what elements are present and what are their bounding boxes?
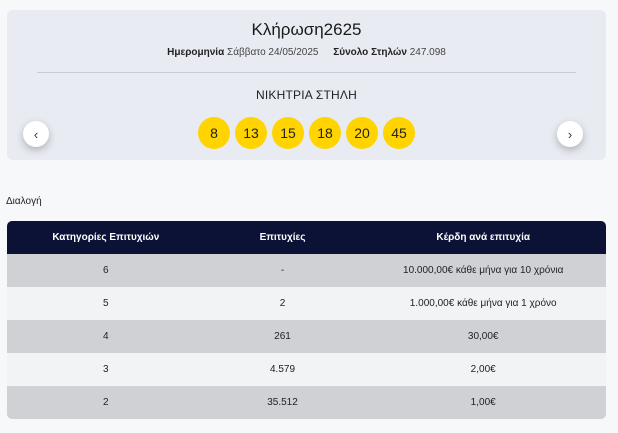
draw-columns bbox=[333, 47, 446, 58]
category-cell: 5 bbox=[103, 298, 109, 309]
chevron-right-icon: › bbox=[567, 126, 573, 142]
table-header-row bbox=[7, 221, 606, 254]
prize-cell: 1.000,00€ κάθε μήνα για 1 χρόνο bbox=[409, 298, 557, 309]
prize-cell: 10.000,00€ κάθε μήνα για 10 χρόνια bbox=[403, 265, 564, 276]
table-row bbox=[7, 254, 606, 287]
number-ball: 20 bbox=[346, 117, 378, 149]
table-row bbox=[7, 287, 606, 320]
winning-numbers bbox=[7, 117, 606, 149]
previous-draw-button[interactable] bbox=[23, 121, 49, 147]
number-ball: 13 bbox=[235, 117, 267, 149]
header-category: Κατηγορίες Επιτυχιών bbox=[52, 232, 160, 243]
number-ball: 8 bbox=[198, 117, 230, 149]
category-cell: 3 bbox=[103, 364, 109, 375]
category-cell: 6 bbox=[103, 265, 109, 276]
winners-cell: 2 bbox=[279, 298, 286, 309]
table-row bbox=[7, 353, 606, 386]
number-ball: 15 bbox=[272, 117, 304, 149]
next-draw-button[interactable] bbox=[557, 121, 583, 147]
winners-cell: 261 bbox=[274, 331, 291, 342]
columns-value: 247.098 bbox=[409, 47, 446, 58]
prize-cell: 1,00€ bbox=[470, 397, 496, 408]
date-value: Σάββατο 24/05/2025 bbox=[227, 47, 319, 58]
category-cell: 4 bbox=[103, 331, 109, 342]
divider bbox=[37, 72, 576, 73]
winners-cell: - bbox=[280, 265, 285, 276]
draw-meta bbox=[7, 47, 606, 58]
date-label: Ημερομηνία bbox=[167, 47, 225, 58]
table-row bbox=[7, 386, 606, 419]
table-row bbox=[7, 320, 606, 353]
prize-cell: 2,00€ bbox=[470, 364, 496, 375]
draw-title: Κλήρωση2625 bbox=[251, 20, 362, 39]
chevron-left-icon: ‹ bbox=[33, 126, 39, 142]
columns-label: Σύνολο Στηλών bbox=[333, 47, 407, 58]
winning-title: ΝΙΚΗΤΡΙΑ ΣΤΗΛΗ bbox=[256, 88, 357, 102]
draw-date bbox=[167, 47, 321, 58]
prize-table bbox=[7, 221, 606, 419]
prize-cell: 30,00€ bbox=[467, 331, 499, 342]
header-prize: Κέρδη ανά επιτυχία bbox=[436, 232, 531, 243]
category-cell: 2 bbox=[103, 397, 109, 408]
header-winners: Επιτυχίες bbox=[259, 232, 306, 243]
winners-cell: 35.512 bbox=[267, 397, 298, 408]
number-ball: 45 bbox=[383, 117, 415, 149]
number-ball: 18 bbox=[309, 117, 341, 149]
winners-cell: 4.579 bbox=[270, 364, 296, 375]
draw-card bbox=[7, 10, 606, 160]
section-label: Διαλογή bbox=[6, 196, 42, 207]
